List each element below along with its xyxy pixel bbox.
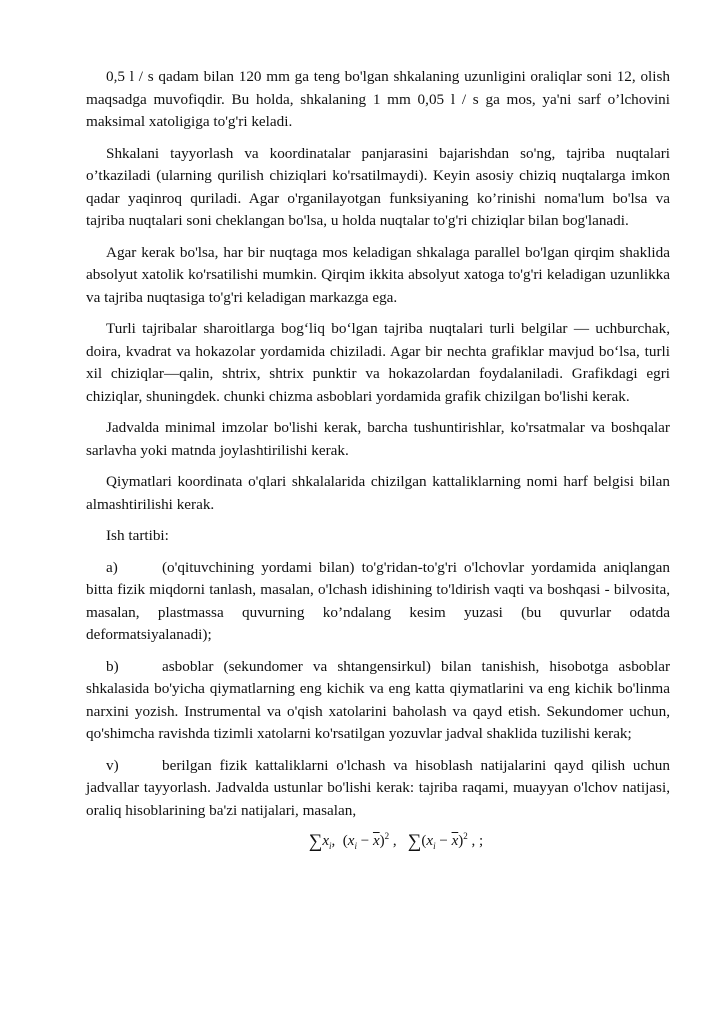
list-text-a: (o'qituvchining yordami bilan) to'g'ridan-to'g'ri o'lchovlar yordamida aniqlangan bitta fizik miqdorni tanlash, masalan, o'lchash idishining to'ldirish vaqti va boshqasi - bilvosita, masalan, plastmassa quvurning ko’ndalang kesim yuzasi (bu quvurlar odatda deformatsiyalanadi); <box>86 558 670 643</box>
formula-close-2: ) <box>458 833 464 849</box>
formula-comma-2: , <box>389 833 397 849</box>
paragraph-1: 0,5 l / s qadam bilan 120 mm ga teng bo'lgan shkalaning uzunligini oraliqlar soni 12, olish maqsadga muvofiqdir. Bu holda, shkalaning 1 mm 0,05 l / s ga mos, ya'ni sarf o’lchovini maksimal xatoligiga to'g'ri keladi. <box>86 68 670 130</box>
paragraph-6: Qiymatlari koordinata o'qlari shkalalarida chizilgan kattaliklarning nomi harf belgisi bilan almashtirilishi kerak. <box>86 473 670 513</box>
list-label-v: v) <box>106 756 119 774</box>
formula <box>86 831 670 853</box>
paragraph-3: Agar kerak bo'lsa, har bir nuqtaga mos keladigan shkalaga parallel bo'lgan qirqim shaklida absolyut xatolik ko'rsatilishi mumkin. Qirqim ikkita absolyut xatoga to'g'ri keladigan uzunlikka va tajriba nuqtasiga to'g'ri keladigan markazga ega. <box>86 243 670 306</box>
formula-sq-1: 2 <box>384 831 390 841</box>
formula-comma-1: , <box>331 833 336 849</box>
formula-x-3: x <box>426 833 434 849</box>
formula-xbar-2: $\overline{x}$ <box>451 833 459 849</box>
formula-end: , ; <box>467 833 484 849</box>
sum-symbol-1: ∑ <box>308 831 323 852</box>
formula-xbar-1: $\overline{x}$ <box>372 833 380 849</box>
work-order-heading: Ish tartibi: <box>106 527 169 544</box>
formula-open-1: ( <box>342 833 348 849</box>
paragraph-2: Shkalani tayyorlash va koordinatalar panjarasini bajarishdan so'ng, tajriba nuqtalari o’tkaziladi (ularning qurilish chiziqlari ko'rsatilmaydi). Keyin asosiy chiziq nuqtalarga imkon qadar yaqinroq quriladi. Agar o'rganilayotgan funksiyaning ko’rinishi noma'lum bo'lsa va tajriba nuqtalari soni cheklangan bo'lsa, u holda nuqtalar to'g'ri chiziqlar bilan bog'lanadi. <box>86 144 670 229</box>
list-text-v: berilgan fizik kattaliklarni o'lchash va hisoblash natijalarini qayd qilish uchun jadvallar tayyorlash. Jadvalda ustunlar bo'lishi kerak: tajriba raqami, muayyan o'lchov natijasi, oraliq hisoblarining ba'zi natijalari, masalan, <box>86 756 670 819</box>
formula-open-2: ( <box>421 833 427 849</box>
paragraph-5: Jadvalda minimal imzolar bo'lishi kerak, barcha tushuntirishlar, ko'rsatmalar va boshqalar sarlavha yoki matnda joylashtirilishi kerak. <box>86 419 670 459</box>
formula-sq-2: 2 <box>463 831 468 841</box>
list-text-b: asboblar (sekundomer va shtangensirkul) bilan tanishish, hisobotga asboblar shkalasida bo'yicha qiymatlarning eng kichik va eng katta qiymatlarini va eng kichik bo'linma narxini yozish. Instrumental va o'qish xatolarini baholash va qayd etish. Sekundomer uchun, qo'shimcha ravishda tizimli xatolarni ko'rsatilgan yozuvlar jadval shaklida tuzilishi kerak; <box>86 657 670 742</box>
formula-sub-1: i <box>329 841 332 851</box>
formula-sub-2: i <box>354 841 357 851</box>
list-label-b: b) <box>106 657 119 675</box>
paragraph-4: Turli tajribalar sharoitlarga bog‘liq bo‘lgan tajriba nuqtalari turli belgilar — uchburchak, doira, kvadrat va hokazolar yordamida chiziladi. Agar bir nechta grafiklar mavjud bo‘lsa, turli xil chiziqlar—qalin, shtrix, shtrix punktir va hokazolardan foydalaniladi. Grafikdagi egri chiziqlar, shuningdek. chunki chizma asboblari yordamida grafik chizilgan bo'lishi kerak. <box>86 320 670 405</box>
formula-minus-2: − <box>435 833 452 849</box>
formula-sub-3: i <box>433 841 436 851</box>
list-item-b <box>86 656 670 746</box>
sum-symbol-2: ∑ <box>407 831 422 852</box>
list-item-a <box>86 557 670 647</box>
formula-x-1: x <box>322 833 330 849</box>
list-label-a: a) <box>106 558 118 576</box>
formula-x-2: x <box>347 833 355 849</box>
formula-minus-1: − <box>356 833 373 849</box>
formula-close-1: ) <box>379 833 385 849</box>
list-item-v <box>86 755 670 823</box>
